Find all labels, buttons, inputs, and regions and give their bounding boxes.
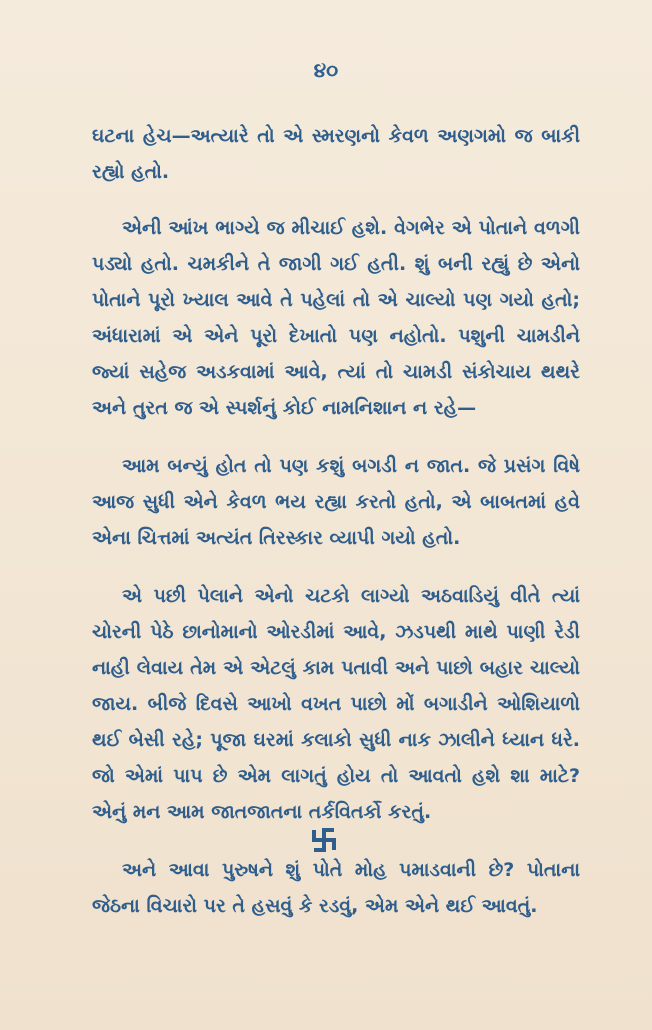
paragraph-2: એની આંખ ભાગ્યે જ મીચાઈ હશે. વેગભેર એ પોતાને વળગી પડ્યો હતો. ચમકીને તે જાગી ગઈ હતી. શું બની રહ્યું છે એનો પોતાને પૂરો ખ્યાલ આવે તે પહેલાં તો એ ચાલ્યો પણ ગયો હતો; અંધારામાં એ એને પૂરો દેખાતો પણ નહોતો. પશુની ચામડીને જ્યાં સહેજ અડકવામાં આવે, ત્યાં તો ચામડી સંકોચાય થથરે અને તુરત જ એ સ્પર્શનું કોઈ નામનિશાન ન રહે— — [92, 217, 580, 419]
page-number: ૪૦ — [313, 58, 339, 82]
paragraph-4: એ પછી પેલાને એનો ચટકો લાગ્યો અઠવાડિયું વીતે ત્યાં ચોરની પેઠે છાનોમાનો ઓરડીમાં આવે, ઝડપથી માથે પાણી રેડી નાહી લેવાય તેમ એ એટલું કામ પતાવી અને પાછો બહાર ચાલ્યો જાય. બીજે દિવસે આખો વખત પાછો મોં બગાડીને ઓશિયાળો થઈ બેસી રહે; પૂજા ઘરમાં કલાકો સુધી નાક ઝાલીને ધ્યાન ધરે. જો એમાં પાપ છે એમ લાગતું હોય તો આવતો હશે શા માટે? એનું મન આમ જાતજાતના તર્કવિતર્કો કરતું. — [92, 585, 580, 823]
paragraph-1: ઘટના હેચ—અત્યારે તો એ સ્મરણનો કેવળ અણગમો જ બાકી રહ્યો હતો. — [92, 125, 580, 183]
body-text — [92, 118, 580, 946]
paragraph-5: અને આવા પુરુષને શું પોતે મોહ પમાડવાની છે? પોતાના જેઠના વિચારો પર તે હસવું કે રડવું, એમ એને થઈ આવતું. — [92, 859, 580, 917]
paragraph-3: આમ બન્યું હોત તો પણ કશું બગડી ન જાત. જે પ્રસંગ વિષે આજ સુધી એને કેવળ ભય રહ્યા કરતો હતો, એ બાબતમાં હવે એના ચિત્તમાં અત્યંત તિરસ્કાર વ્યાપી ગયો હતો. — [92, 455, 580, 549]
swastika-icon — [310, 826, 338, 854]
